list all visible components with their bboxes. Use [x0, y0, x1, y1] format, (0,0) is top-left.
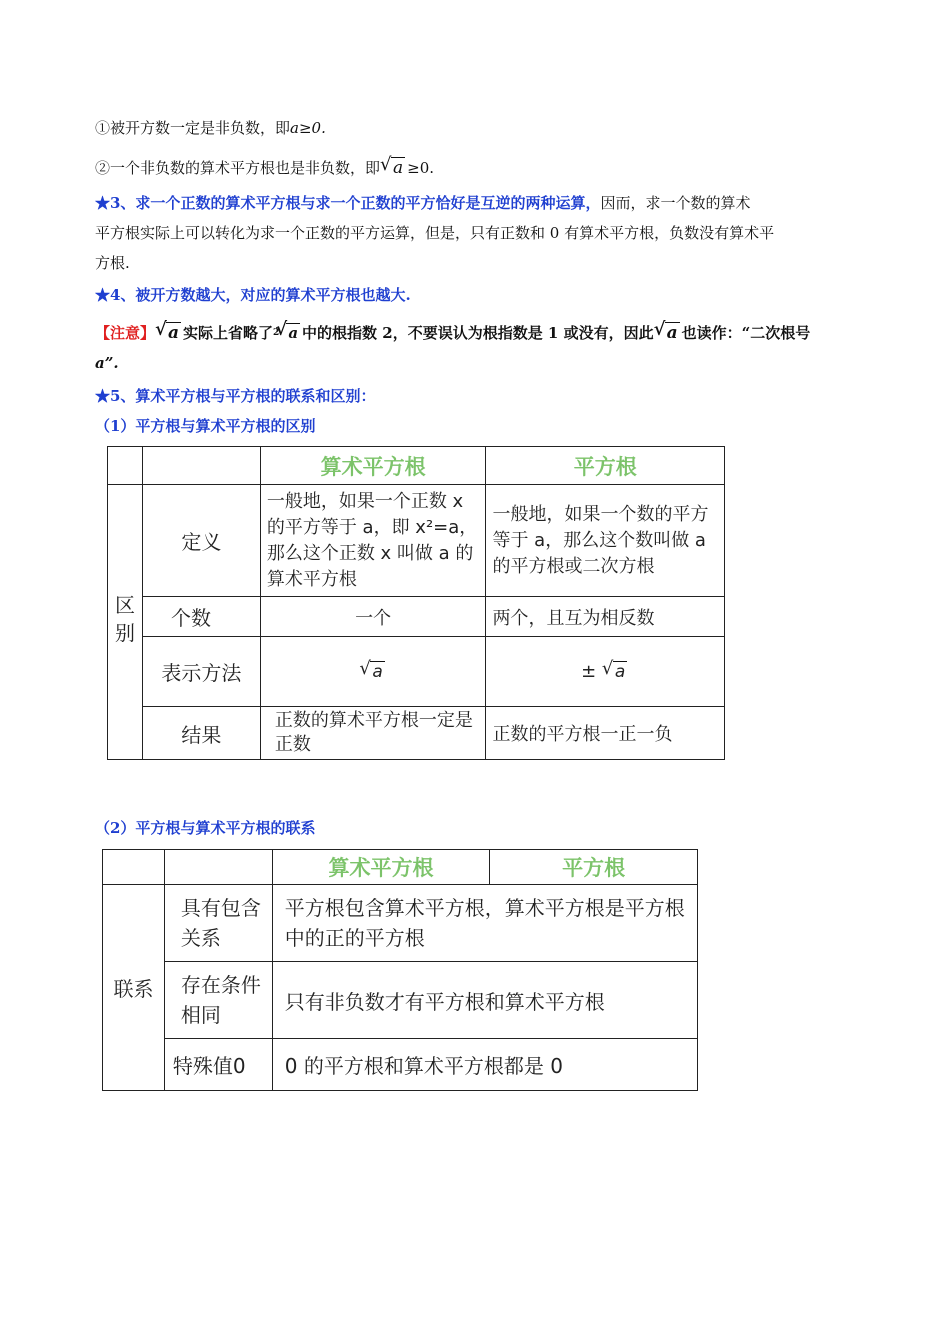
header-arith: 算术平方根: [260, 447, 486, 485]
square-definition: 一般地，如果一个数的平方等于 a，那么这个数叫做 a 的平方根或二次方根: [486, 485, 725, 597]
arith-count: 一个: [260, 597, 486, 637]
star-3-line2: 平方根实际上可以转化为求一个正数的平方运算，但是，只有正数和 0 有算术平方根，负数没有算术平: [95, 224, 775, 242]
attention-text-1: 实际上省略了: [183, 324, 274, 342]
corner-cell-2: [142, 447, 260, 485]
header-square: 平方根: [486, 447, 725, 485]
sqrt-a-2: √ a: [277, 320, 300, 346]
sqrt-a-pm: √ a: [604, 661, 627, 682]
group-label-relation: 联系: [103, 885, 165, 1091]
attention-line2: a”.: [95, 354, 119, 372]
group-label-difference: 区别: [108, 485, 143, 760]
note-1: [95, 115, 326, 141]
star-3-line3: 方根.: [95, 254, 130, 272]
header-arith-2: 算术平方根: [272, 850, 490, 885]
attention-text-2: 中的根指数 2，不要误认为根指数是 1 或没有，因此: [302, 324, 654, 342]
corner-cell-3: [103, 850, 165, 885]
subtitle-1: （1）平方根与算术平方根的区别: [95, 417, 316, 435]
row-label-condition: 存在条件相同: [164, 962, 272, 1039]
row-label-definition: 定义: [142, 485, 260, 597]
arith-result: 正数的算术平方根一定是正数: [260, 707, 486, 760]
note-2-text: ②一个非负数的算术平方根也是非负数，即: [95, 159, 381, 177]
square-notation: ± √ a: [486, 637, 725, 707]
note-2: [95, 155, 434, 181]
arith-notation: [260, 637, 486, 707]
note-1-text: ①被开方数一定是非负数，即: [95, 119, 291, 137]
sqrt-a-3: √ a: [656, 320, 680, 346]
star-3-line1: [95, 190, 750, 216]
attention-text-3: 也读作：“二次根号: [681, 324, 811, 342]
relation-inclusion: 平方根包含算术平方根，算术平方根是平方根中的正的平方根: [272, 885, 697, 962]
difference-table: [107, 446, 725, 760]
corner-cell: [108, 447, 143, 485]
header-square-2: 平方根: [490, 850, 698, 885]
note-1-expr: a≥0.: [290, 119, 326, 137]
square-result: 正数的平方根一正一负: [486, 707, 725, 760]
star-3-rest: 因而，求一个数的算术: [600, 194, 751, 212]
relation-table: [102, 849, 698, 1091]
relation-condition: 只有非负数才有平方根和算术平方根: [272, 962, 697, 1039]
star-5: ★5、算术平方根与平方根的联系和区别：: [95, 387, 376, 405]
attention-line: [95, 320, 810, 346]
row-label-result: 结果: [142, 707, 260, 760]
note-2-tail: ≥0.: [407, 159, 435, 177]
row-label-count: 个数: [142, 597, 260, 637]
sqrt-a-1: √ a: [157, 320, 181, 346]
root-index: 2: [273, 328, 280, 338]
arith-definition: 一般地，如果一个正数 x 的平方等于 a，即 x²=a，那么这个正数 x 叫做 a 的算术平方根: [260, 485, 486, 597]
star-4: ★4、被开方数越大，对应的算术平方根也越大.: [95, 286, 411, 304]
subtitle-2: （2）平方根与算术平方根的联系: [95, 819, 316, 837]
row-label-special: 特殊值0: [164, 1039, 272, 1091]
relation-special: 0 的平方根和算术平方根都是 0: [272, 1039, 697, 1091]
star-3-bold: ★3、求一个正数的算术平方根与求一个正数的平方恰好是互逆的两种运算，: [95, 194, 601, 212]
attention-label: 【注意】: [95, 324, 156, 342]
sqrt-a: √ a: [382, 155, 405, 181]
sqrt-a-table: √ a: [361, 661, 384, 682]
corner-cell-4: [164, 850, 272, 885]
row-label-inclusion: 具有包含关系: [164, 885, 272, 962]
row-label-notation: 表示方法: [142, 637, 260, 707]
square-count: 两个，且互为相反数: [486, 597, 725, 637]
